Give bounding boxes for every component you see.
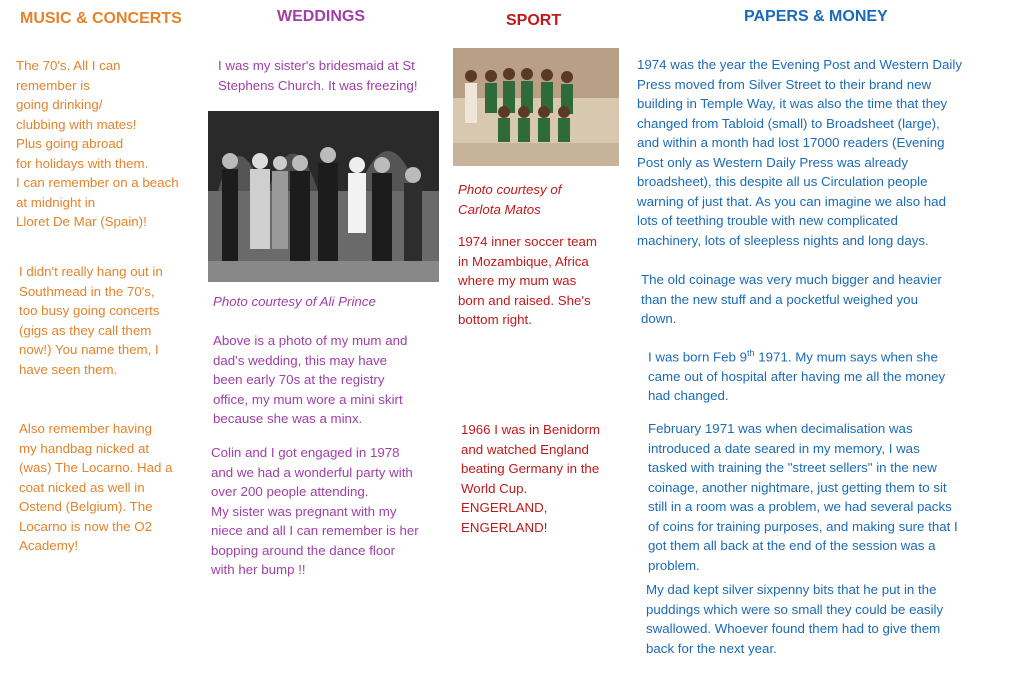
born-text-end: 1971. My mum says when she came out of hospital after having me all the money had changed. (648, 349, 946, 404)
papers-text-evening-post: 1974 was the year the Evening Post and Western Daily Press moved from Silver Street to their brand new building in Temple Way, it was also the time that they changed from Tabloid (small) to Broadsheet (large), and within a month had lost 17000 readers (Evening Post only as Western Daily Press was already broadsheet), this despite all us Circulation people warning of just that. As you can imagine we also had lots of teething trouble with new complicated machinery, lots of sleepless nights and long days. (637, 57, 962, 248)
papers-text-coinage: The old coinage was very much bigger and heavier than the new stuff and a pocketful weighed you down. (641, 272, 942, 326)
papers-text-decimalisation: February 1971 was when decimalisation was introduced a date seared in my memory, I was tasked with training the "street sellers" in the new coinage, another nightmare, just getting them to sit still in a room was a problem, we had several packs of coins for training purposes, and making sure that I got them all back at the end of the session was a problem. (648, 421, 958, 573)
weddings-heading: WEDDINGS (277, 8, 365, 25)
papers-text-sixpence: My dad kept silver sixpenny bits that he put in the puddings which were so small they could be easily swallowed. Whoever found them had to give them back for the next year. (646, 582, 944, 656)
sport-text-worldcup: 1966 I was in Benidorm and watched England beating Germany in the World Cup. ENGERLAND, ENGERLAND! (461, 422, 600, 535)
born-superscript: th (747, 348, 755, 358)
music-text-concerts: I didn't really hang out in Southmead in the 70's, too busy going concerts (gigs as they call them now!) You name them, I have seen them. (19, 264, 163, 377)
weddings-text-parents: Above is a photo of my mum and dad's wedding, this may have been early 70s at the registry office, my mum wore a mini skirt because she was a minx. (213, 333, 408, 426)
weddings-intro: I was my sister's bridesmaid at St Stephens Church. It was freezing! (218, 58, 418, 93)
born-text-start: I was born Feb 9 (648, 349, 748, 365)
weddings-text-engaged: Colin and I got engaged in 1978 and we had a wonderful party with over 200 people attending. My sister was pregnant with my niece and all I can remember is her bopping around the dance floor with her bump !! (211, 445, 419, 577)
music-text-drinking: The 70's. All I can remember is going drinking/ clubbing with mates! Plus going abroad for holidays with them. I can remember on a beach at midnight in Lloret De Mar (Spain)! (16, 58, 179, 229)
music-heading: MUSIC & CONCERTS (20, 10, 182, 27)
papers-heading: PAPERS & MONEY (744, 8, 888, 25)
papers-text-born (648, 344, 1008, 406)
sport-heading: SPORT (506, 12, 562, 29)
wedding-photo (208, 111, 439, 282)
sport-text-mozambique: 1974 inner soccer team in Mozambique, Africa where my mum was born and raised. She's bottom right. (458, 234, 597, 327)
weddings-caption: Photo courtesy of Ali Prince (213, 294, 376, 309)
sport-caption: Photo courtesy of Carlota Matos (458, 182, 562, 217)
sport-photo (453, 48, 619, 166)
music-text-locarno: Also remember having my handbag nicked at (was) The Locarno. Had a coat nicked as well in Ostend (Belgium). The Locarno is now the O2 Academy! (19, 421, 173, 553)
